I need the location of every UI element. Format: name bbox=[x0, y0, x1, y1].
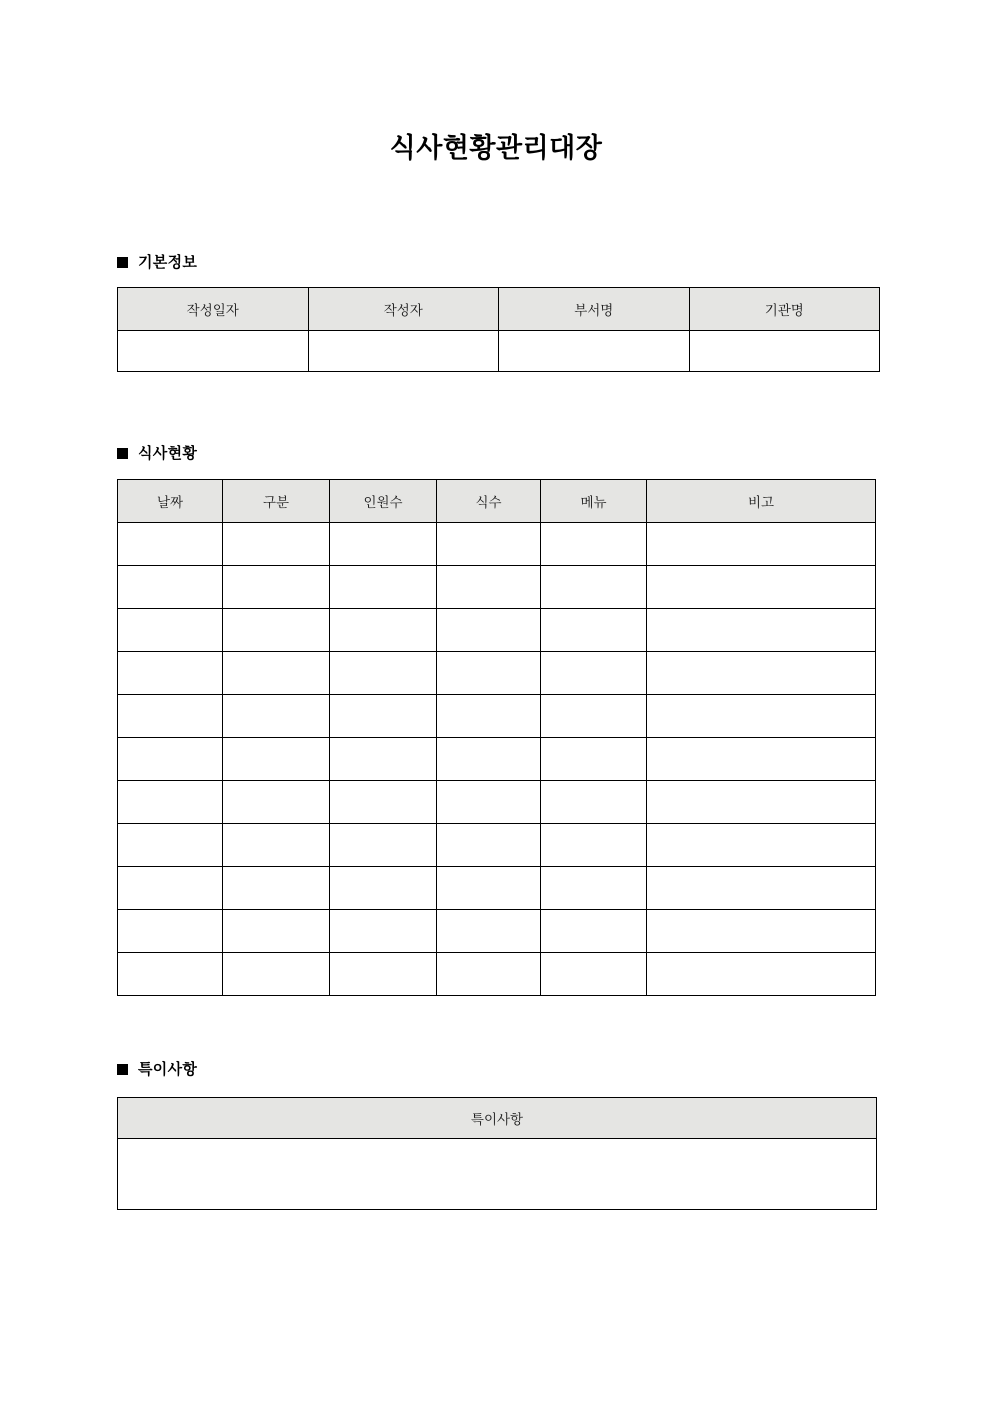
cell-person-count[interactable] bbox=[330, 781, 437, 824]
cell-type[interactable] bbox=[223, 910, 330, 953]
column-header-write-date: 작성일자 bbox=[118, 288, 309, 331]
table-row bbox=[118, 910, 876, 953]
cell-menu[interactable] bbox=[541, 910, 647, 953]
cell-remarks[interactable] bbox=[647, 910, 876, 953]
cell-person-count[interactable] bbox=[330, 824, 437, 867]
cell-date[interactable] bbox=[118, 738, 223, 781]
cell-remarks[interactable] bbox=[647, 566, 876, 609]
section-heading-basic-info bbox=[117, 255, 197, 270]
section-heading-label: 기본정보 bbox=[138, 253, 198, 271]
cell-type[interactable] bbox=[223, 738, 330, 781]
cell-remarks[interactable] bbox=[647, 652, 876, 695]
cell-meal-count[interactable] bbox=[437, 824, 541, 867]
cell-menu[interactable] bbox=[541, 609, 647, 652]
cell-menu[interactable] bbox=[541, 652, 647, 695]
cell-person-count[interactable] bbox=[330, 566, 437, 609]
cell-write-date[interactable] bbox=[118, 331, 309, 372]
cell-menu[interactable] bbox=[541, 781, 647, 824]
cell-remarks[interactable] bbox=[647, 781, 876, 824]
section-heading-special-notes bbox=[117, 1062, 197, 1077]
table-header-row bbox=[118, 1098, 877, 1139]
column-header-special-notes: 특이사항 bbox=[118, 1098, 877, 1139]
table-row bbox=[118, 738, 876, 781]
square-bullet-icon bbox=[117, 448, 128, 459]
page-title: 식사현황관리대장 bbox=[389, 133, 603, 164]
cell-menu[interactable] bbox=[541, 867, 647, 910]
cell-meal-count[interactable] bbox=[437, 609, 541, 652]
cell-meal-count[interactable] bbox=[437, 738, 541, 781]
cell-date[interactable] bbox=[118, 652, 223, 695]
cell-date[interactable] bbox=[118, 867, 223, 910]
special-notes-table bbox=[117, 1097, 877, 1210]
cell-date[interactable] bbox=[118, 566, 223, 609]
meal-status-table bbox=[117, 479, 876, 996]
column-header-author: 작성자 bbox=[308, 288, 499, 331]
cell-type[interactable] bbox=[223, 867, 330, 910]
table-header-row bbox=[118, 288, 880, 331]
cell-remarks[interactable] bbox=[647, 867, 876, 910]
table-row bbox=[118, 781, 876, 824]
cell-type[interactable] bbox=[223, 523, 330, 566]
column-header-meal-count: 식수 bbox=[437, 480, 541, 523]
cell-remarks[interactable] bbox=[647, 609, 876, 652]
cell-person-count[interactable] bbox=[330, 609, 437, 652]
cell-meal-count[interactable] bbox=[437, 781, 541, 824]
table-row bbox=[118, 1139, 877, 1210]
table-header-row bbox=[118, 480, 876, 523]
section-heading-meal-status bbox=[117, 446, 197, 461]
table-row bbox=[118, 652, 876, 695]
cell-person-count[interactable] bbox=[330, 695, 437, 738]
cell-type[interactable] bbox=[223, 953, 330, 996]
cell-remarks[interactable] bbox=[647, 953, 876, 996]
column-header-date: 날짜 bbox=[118, 480, 223, 523]
cell-person-count[interactable] bbox=[330, 910, 437, 953]
cell-person-count[interactable] bbox=[330, 867, 437, 910]
cell-date[interactable] bbox=[118, 953, 223, 996]
cell-author[interactable] bbox=[308, 331, 499, 372]
table-row bbox=[118, 824, 876, 867]
column-header-organization: 기관명 bbox=[689, 288, 880, 331]
cell-type[interactable] bbox=[223, 695, 330, 738]
table-row bbox=[118, 695, 876, 738]
table-row bbox=[118, 867, 876, 910]
cell-person-count[interactable] bbox=[330, 652, 437, 695]
column-header-person-count: 인원수 bbox=[330, 480, 437, 523]
table-row bbox=[118, 953, 876, 996]
cell-remarks[interactable] bbox=[647, 695, 876, 738]
cell-meal-count[interactable] bbox=[437, 695, 541, 738]
cell-menu[interactable] bbox=[541, 566, 647, 609]
basic-info-table bbox=[117, 287, 880, 372]
cell-type[interactable] bbox=[223, 781, 330, 824]
cell-meal-count[interactable] bbox=[437, 523, 541, 566]
cell-person-count[interactable] bbox=[330, 523, 437, 566]
table-row bbox=[118, 523, 876, 566]
column-header-department: 부서명 bbox=[499, 288, 690, 331]
cell-menu[interactable] bbox=[541, 695, 647, 738]
column-header-type: 구분 bbox=[223, 480, 330, 523]
cell-date[interactable] bbox=[118, 695, 223, 738]
square-bullet-icon bbox=[117, 1064, 128, 1075]
cell-menu[interactable] bbox=[541, 953, 647, 996]
cell-date[interactable] bbox=[118, 523, 223, 566]
column-header-menu: 메뉴 bbox=[541, 480, 647, 523]
cell-remarks[interactable] bbox=[647, 824, 876, 867]
cell-meal-count[interactable] bbox=[437, 910, 541, 953]
square-bullet-icon bbox=[117, 257, 128, 268]
cell-person-count[interactable] bbox=[330, 738, 437, 781]
cell-date[interactable] bbox=[118, 824, 223, 867]
section-heading-label: 특이사항 bbox=[138, 1060, 198, 1078]
table-row bbox=[118, 609, 876, 652]
cell-remarks[interactable] bbox=[647, 523, 876, 566]
cell-person-count[interactable] bbox=[330, 953, 437, 996]
cell-date[interactable] bbox=[118, 781, 223, 824]
cell-department[interactable] bbox=[499, 331, 690, 372]
section-heading-label: 식사현황 bbox=[138, 444, 198, 462]
cell-meal-count[interactable] bbox=[437, 867, 541, 910]
cell-special-notes[interactable] bbox=[118, 1139, 877, 1210]
cell-remarks[interactable] bbox=[647, 738, 876, 781]
column-header-remarks: 비고 bbox=[647, 480, 876, 523]
cell-menu[interactable] bbox=[541, 824, 647, 867]
cell-type[interactable] bbox=[223, 609, 330, 652]
cell-type[interactable] bbox=[223, 824, 330, 867]
cell-type[interactable] bbox=[223, 566, 330, 609]
cell-date[interactable] bbox=[118, 609, 223, 652]
cell-type[interactable] bbox=[223, 652, 330, 695]
cell-date[interactable] bbox=[118, 910, 223, 953]
cell-meal-count[interactable] bbox=[437, 953, 541, 996]
cell-menu[interactable] bbox=[541, 738, 647, 781]
cell-meal-count[interactable] bbox=[437, 566, 541, 609]
table-row bbox=[118, 331, 880, 372]
cell-organization[interactable] bbox=[689, 331, 880, 372]
cell-meal-count[interactable] bbox=[437, 652, 541, 695]
cell-menu[interactable] bbox=[541, 523, 647, 566]
table-row bbox=[118, 566, 876, 609]
